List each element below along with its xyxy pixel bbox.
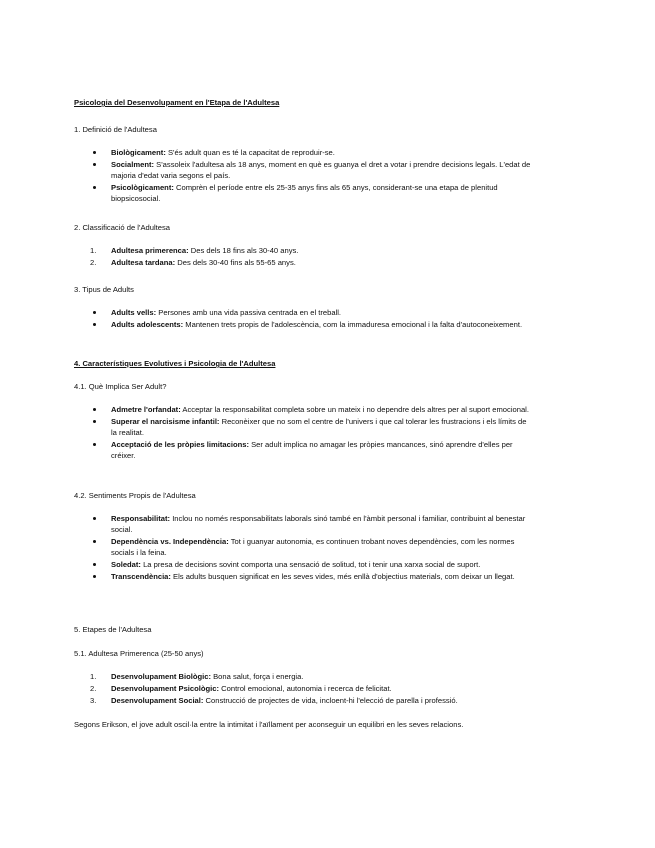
- bullet-icon: [93, 311, 96, 314]
- list-item: Superar el narcisisme infantil: Reconèixer que no som el centre de l'univers i que cal tolerar les frustracions i els límits de la realitat.: [74, 416, 534, 438]
- list-item: Adults vells: Persones amb una vida passiva centrada en el treball.: [74, 307, 534, 318]
- list-item: Psicològicament: Comprèn el període entre els 25-35 anys fins als 65 anys, considerant-se una etapa de plenitud biopsicosocial.: [74, 182, 534, 204]
- section-4-2-list: [74, 513, 534, 582]
- section-4-heading: 4. Característiques Evolutives i Psicologia de l'Adultesa: [74, 359, 276, 368]
- section-4-1-list: [74, 404, 534, 461]
- list-item: 2. Adultesa tardana: Des dels 30-40 fins als 55-65 anys.: [90, 258, 296, 267]
- section-1-list: [74, 147, 534, 204]
- list-item: Socialment: S'assoleix l'adultesa als 18 anys, moment en què es guanya el dret a votar i prendre decisions legals. L'edat de majoria d'edat varia segons el país.: [74, 159, 534, 181]
- bullet-icon: [93, 408, 96, 411]
- list-item: 2. Desenvolupament Psicològic: Control emocional, autonomia i recerca de felicitat.: [90, 684, 392, 693]
- bullet-icon: [93, 420, 96, 423]
- list-item: Adults adolescents: Mantenen trets propis de l'adolescència, com la immaduresa emocional i la falta d'autoconeixement.: [74, 319, 534, 330]
- list-item: Responsabilitat: Inclou no només responsabilitats laborals sinó també en l'àmbit personal i familiar, contribuint al benestar social.: [74, 513, 534, 535]
- section-4-1-heading: 4.1. Què Implica Ser Adult?: [74, 382, 167, 391]
- bullet-icon: [93, 575, 96, 578]
- list-item: Soledat: La presa de decisions sovint comporta una sensació de solitud, tot i tenir una xarxa social de suport.: [74, 559, 534, 570]
- section-1-heading: 1. Definició de l'Adultesa: [74, 125, 157, 134]
- list-item: 3. Desenvolupament Social: Construcció de projectes de vida, incloent-hi l'elecció de parella i professió.: [90, 696, 458, 705]
- document-title: Psicologia del Desenvolupament en l'Etapa de l'Adultesa: [74, 98, 280, 107]
- section-2-list: [74, 245, 534, 268]
- bullet-icon: [93, 563, 96, 566]
- bullet-icon: [93, 540, 96, 543]
- list-item: 1. Adultesa primerenca: Des dels 18 fins als 30-40 anys.: [90, 246, 299, 255]
- bullet-icon: [93, 323, 96, 326]
- list-item: 1. Desenvolupament Biològic: Bona salut, força i energia.: [90, 672, 304, 681]
- section-3-list: [74, 307, 534, 330]
- section-3-heading: 3. Tipus de Adults: [74, 285, 134, 294]
- bullet-icon: [93, 163, 96, 166]
- section-5-1-list: [74, 671, 534, 706]
- bullet-icon: [93, 517, 96, 520]
- bullet-icon: [93, 443, 96, 446]
- list-item: Biològicament: S'és adult quan es té la capacitat de reproduir-se.: [74, 147, 534, 158]
- closing-paragraph: Segons Erikson, el jove adult oscil·la entre la intimitat i l'aïllament per aconseguir un equilibri en les seves relacions.: [74, 720, 464, 729]
- section-2-heading: 2. Classificació de l'Adultesa: [74, 223, 170, 232]
- bullet-icon: [93, 151, 96, 154]
- section-4-2-heading: 4.2. Sentiments Propis de l'Adultesa: [74, 491, 196, 500]
- list-item: Acceptació de les pròpies limitacions: Ser adult implica no amagar les pròpies mancances, sinó aprendre d'elles per créixer.: [74, 439, 534, 461]
- list-item: Dependència vs. Independència: Tot i guanyar autonomia, es continuen trobant noves dependències, com les normes socials i la feina.: [74, 536, 534, 558]
- section-5-heading: 5. Etapes de l'Adultesa: [74, 625, 152, 634]
- section-5-1-heading: 5.1. Adultesa Primerenca (25-50 anys): [74, 649, 204, 658]
- bullet-icon: [93, 186, 96, 189]
- list-item: Admetre l'orfandat: Acceptar la responsabilitat completa sobre un mateix i no dependre dels altres per al suport emocional.: [74, 404, 534, 415]
- list-item: Transcendència: Els adults busquen significat en les seves vides, més enllà d'objectius materials, com deixar un llegat.: [74, 571, 534, 582]
